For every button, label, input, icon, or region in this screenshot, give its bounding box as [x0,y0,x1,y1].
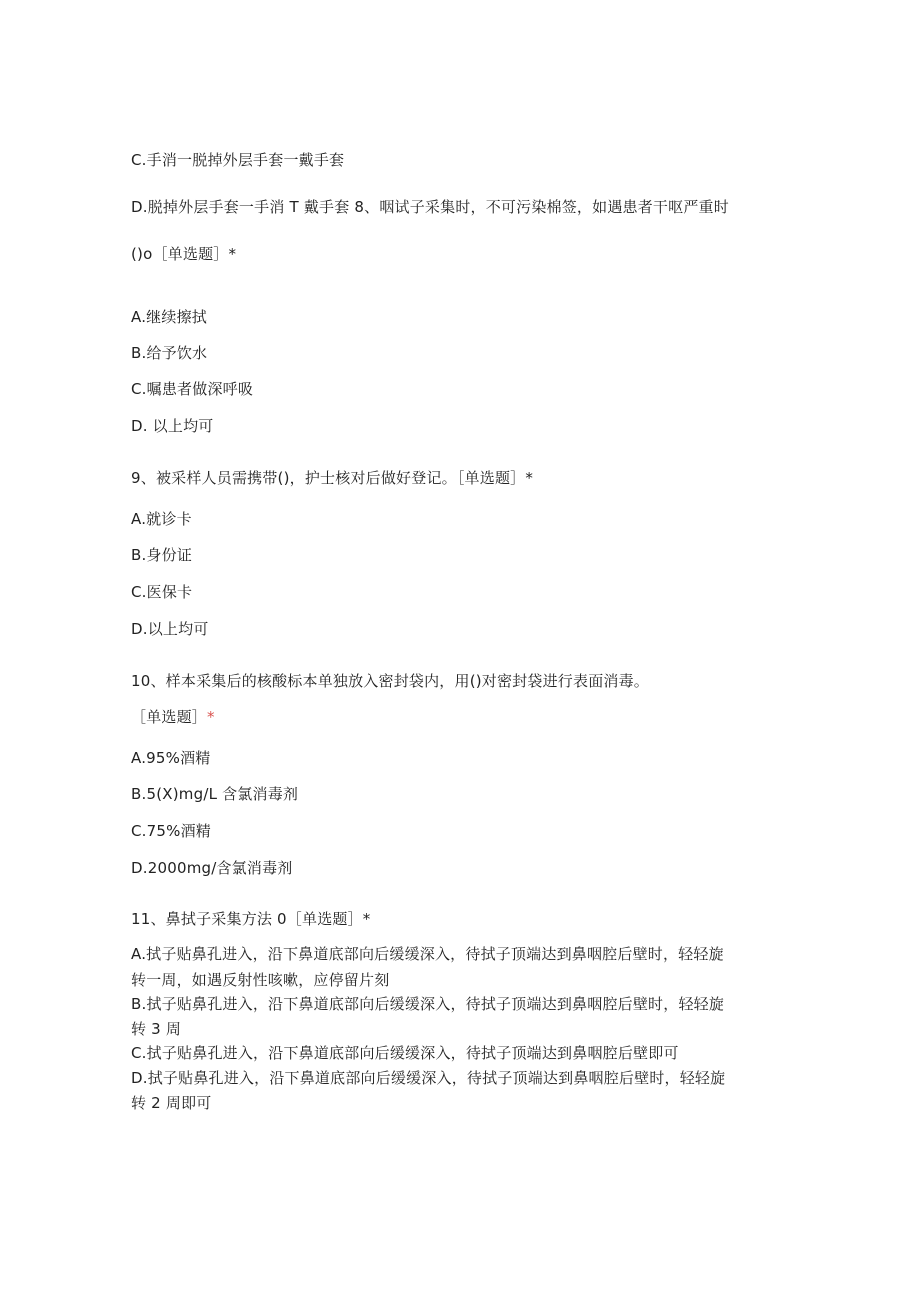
q10-option-a: A.95%酒精 [131,749,211,767]
q7-option-d-and-q8-question: D.脱掉外层手套一手消 T 戴手套 8、咽试子采集时，不可污染棉签，如遇患者干呕严重时 [131,198,729,216]
q11-option-d-line2: 转 2 周即可 [131,1094,212,1112]
q9-option-d: D.以上均可 [131,620,209,638]
q10-required-mark: * [207,708,215,726]
q11-option-a-line1: A.拭子贴鼻孔进入，沿下鼻道底部向后缓缓深入，待拭子顶端达到鼻咽腔后壁时，轻轻旋 [131,945,724,963]
q8-option-a: A.继续擦拭 [131,308,207,326]
q9-question: 9、被采样人员需携带()，护士核对后做好登记。［单选题］* [131,469,534,487]
q11-option-c-line1: C.拭子贴鼻孔进入，沿下鼻道底部向后缓缓深入，待拭子顶端达到鼻咽腔后壁即可 [131,1044,679,1062]
q11-option-a-line2: 转一周，如遇反射性咳嗽，应停留片刻 [131,971,390,989]
q10-option-c: C.75%酒精 [131,822,211,840]
q9-option-c: C.医保卡 [131,583,193,601]
q11-option-d-line1: D.拭子贴鼻孔进入，沿下鼻道底部向后缓缓深入，待拭子顶端达到鼻咽腔后壁时，轻轻旋 [131,1069,726,1087]
q11-option-b-line1: B.拭子贴鼻孔进入，沿下鼻道底部向后缓缓深入，待拭子顶端达到鼻咽腔后壁时，轻轻旋 [131,995,725,1013]
q10-option-d: D.2000mg/含氯消毒剂 [131,859,293,877]
q8-question-type: ()o［单选题］* [131,245,237,263]
q10-question-type-line [131,707,215,727]
q8-option-b: B.给予饮水 [131,344,208,362]
q8-option-c: C.嘱患者做深呼吸 [131,380,254,398]
q11-option-b-line2: 转 3 周 [131,1020,182,1038]
q7-option-c: C.手消一脱掉外层手套一戴手套 [131,151,345,169]
q10-option-b: B.5(X)mg/L 含氯消毒剂 [131,785,299,803]
q9-option-b: B.身份证 [131,546,193,564]
q8-option-d: D. 以上均可 [131,417,214,435]
q10-question-type: ［单选题］ [131,708,208,726]
q11-question: 11、鼻拭子采集方法 0［单选题］* [131,910,371,928]
q10-question: 10、样本采集后的核酸标本单独放入密封袋内，用()对密封袋进行表面消毒。 [131,672,649,690]
q9-option-a: A.就诊卡 [131,510,192,528]
